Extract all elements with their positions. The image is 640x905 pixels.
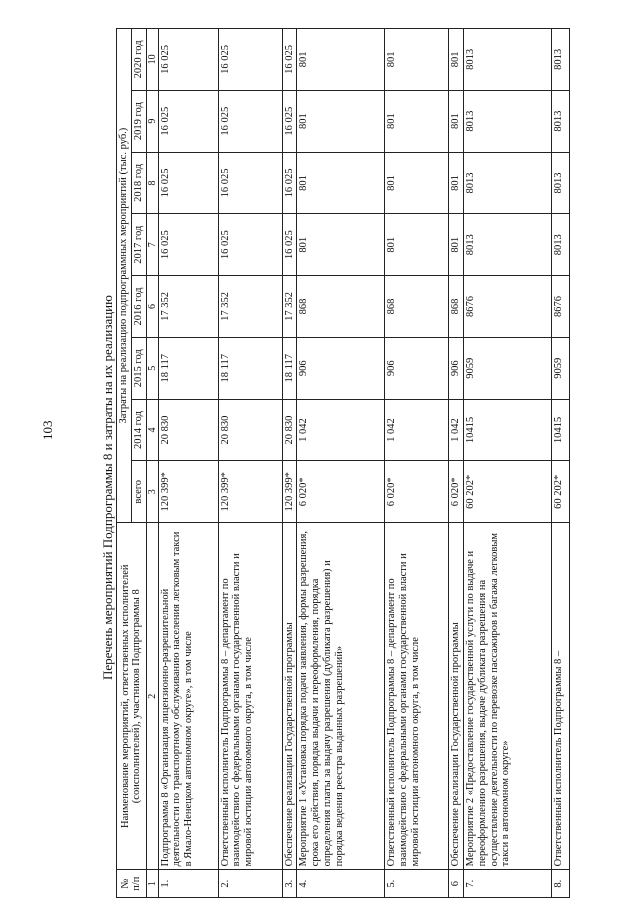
row-total-value: 120 399* [282,461,297,523]
row-year-value: 10415 [464,399,552,461]
row-year-value: 16 025 [158,90,218,152]
table-row [552,29,570,898]
column-index: 8 [146,152,158,214]
table-label [54,0,70,38]
row-name: Мероприятие 2 «Предоставление государственной услуги по выдаче и переоформлению разрешения, выдаче дубликата разрешения на осуществление деятельности по перевозке пассажиров и багажа легковым такси в автономном округе» [464,523,552,870]
column-index: 5 [146,337,158,399]
row-name: Мероприятие 1 «Установка порядка подачи заявления, формы разрешения, срока его действия, порядка выдачи и переоформления, порядка определения платы за выдачу разрешения (дубликата разрешения) и порядка ведения реестра выданных разрешений» [297,523,385,870]
row-year-value: 20 830 [158,399,218,461]
row-year-value: 16 025 [282,214,297,276]
row-year-value: 17 352 [282,276,297,338]
row-year-value: 801 [385,90,449,152]
row-year-value: 1 042 [297,399,385,461]
row-year-value: 16 025 [158,29,218,91]
row-number: 6 [449,870,464,898]
row-year-value: 8676 [552,276,570,338]
row-name: Подпрограмма 8 «Организация лицензионно-разрешительной деятельности по транспортному обслуживанию населения легковым такси в Ямало-Ненецком автономном округе», в том числе [158,523,218,870]
row-year-value: 801 [297,29,385,91]
row-year-value: 8676 [464,276,552,338]
row-year-value: 801 [385,29,449,91]
row-total-value: 6 020* [297,461,385,523]
row-name: Ответственный исполнитель Подпрограммы 8 – [552,523,570,870]
row-year-value: 868 [385,276,449,338]
page-number: 103 [40,420,55,440]
row-number: 1. [158,870,218,898]
row-year-value: 801 [449,90,464,152]
row-number: 7. [464,870,552,898]
header-year-2015: 2015 год [131,337,146,399]
row-year-value: 906 [449,337,464,399]
row-year-value: 8013 [464,29,552,91]
row-year-value: 16 025 [218,152,282,214]
row-year-value: 801 [449,214,464,276]
row-year-value: 16 025 [218,29,282,91]
row-number: 5. [385,870,449,898]
column-index: 7 [146,214,158,276]
row-number: 4. [297,870,385,898]
rotated-table-container [116,28,570,898]
row-year-value: 801 [297,152,385,214]
row-year-value: 9059 [464,337,552,399]
row-year-value: 16 025 [218,90,282,152]
row-year-value: 8013 [464,90,552,152]
column-index-row [146,29,158,898]
row-year-value: 16 025 [282,90,297,152]
header-year-2019: 2019 год [131,90,146,152]
column-index: 10 [146,29,158,91]
row-year-value: 1 042 [449,399,464,461]
header-year-2020: 2020 год [131,29,146,91]
row-total-value: 6 020* [449,461,464,523]
row-year-value: 17 352 [158,276,218,338]
row-year-value: 8013 [464,152,552,214]
row-total-value: 60 202* [552,461,570,523]
row-year-value: 16 025 [218,214,282,276]
table-row [297,29,385,898]
header-year-2016: 2016 год [131,276,146,338]
table-body [158,29,570,898]
row-year-value: 18 117 [282,337,297,399]
row-year-value: 16 025 [282,152,297,214]
row-year-value: 801 [385,152,449,214]
table-row [218,29,282,898]
row-year-value: 906 [385,337,449,399]
row-year-value: 18 117 [218,337,282,399]
column-index: 4 [146,399,158,461]
header-year-2018: 2018 год [131,152,146,214]
row-year-value: 801 [297,214,385,276]
row-total-value: 60 202* [464,461,552,523]
table-row [385,29,449,898]
row-year-value: 8013 [552,29,570,91]
row-total-value: 120 399* [218,461,282,523]
column-index: 9 [146,90,158,152]
row-year-value: 9059 [552,337,570,399]
row-year-value: 20 830 [218,399,282,461]
column-index: 3 [146,461,158,523]
row-year-value: 801 [297,90,385,152]
column-index: 2 [146,523,158,870]
row-total-value: 6 020* [385,461,449,523]
row-number: 3. [282,870,297,898]
row-name: Ответственный исполнитель Подпрограммы 8 – департамент по взаимодействию с федеральными органами государственной власти и мировой юстиции автономного округа, в том числе [385,523,449,870]
row-name: Ответственный исполнитель Подпрограммы 8 – департамент по взаимодействию с федеральными органами государственной власти и мировой юстиции автономного округа, в том числе [218,523,282,870]
row-year-value: 20 830 [282,399,297,461]
row-name: Обеспечение реализации Государственной программы [449,523,464,870]
row-year-value: 10415 [552,399,570,461]
column-index: 1 [146,870,158,898]
row-number: 8. [552,870,570,898]
column-index: 6 [146,276,158,338]
row-year-value: 8013 [552,214,570,276]
row-year-value: 8013 [552,152,570,214]
header-num: № п/п [117,870,147,898]
row-year-value: 868 [449,276,464,338]
row-year-value: 16 025 [158,152,218,214]
header-costs-group: Затраты на реализацию подпрограммных мероприятий (тыс. руб.) [117,29,132,523]
table-row [464,29,552,898]
header-total: всего [131,461,146,523]
row-year-value: 18 117 [158,337,218,399]
table-row [282,29,297,898]
events-costs-table [116,28,570,898]
row-year-value: 17 352 [218,276,282,338]
header-name: Наименование мероприятий, ответственных исполнителей (соисполнителей), участников Подпрограммы 8 [117,523,147,870]
row-year-value: 8013 [464,214,552,276]
row-year-value: 8013 [552,90,570,152]
row-year-value: 801 [449,152,464,214]
row-year-value: 801 [385,214,449,276]
row-year-value: 868 [297,276,385,338]
table-row [158,29,218,898]
row-name: Обеспечение реализации Государственной программы [282,523,297,870]
row-year-value: 16 025 [282,29,297,91]
header-year-2017: 2017 год [131,214,146,276]
row-year-value: 1 042 [385,399,449,461]
table-caption: Перечень мероприятий Подпрограммы 8 и затраты на их реализацию [100,295,115,680]
row-total-value: 120 399* [158,461,218,523]
header-year-2014: 2014 год [131,399,146,461]
row-number: 2. [218,870,282,898]
row-year-value: 906 [297,337,385,399]
table-row [449,29,464,898]
row-year-value: 16 025 [158,214,218,276]
row-year-value: 801 [449,29,464,91]
